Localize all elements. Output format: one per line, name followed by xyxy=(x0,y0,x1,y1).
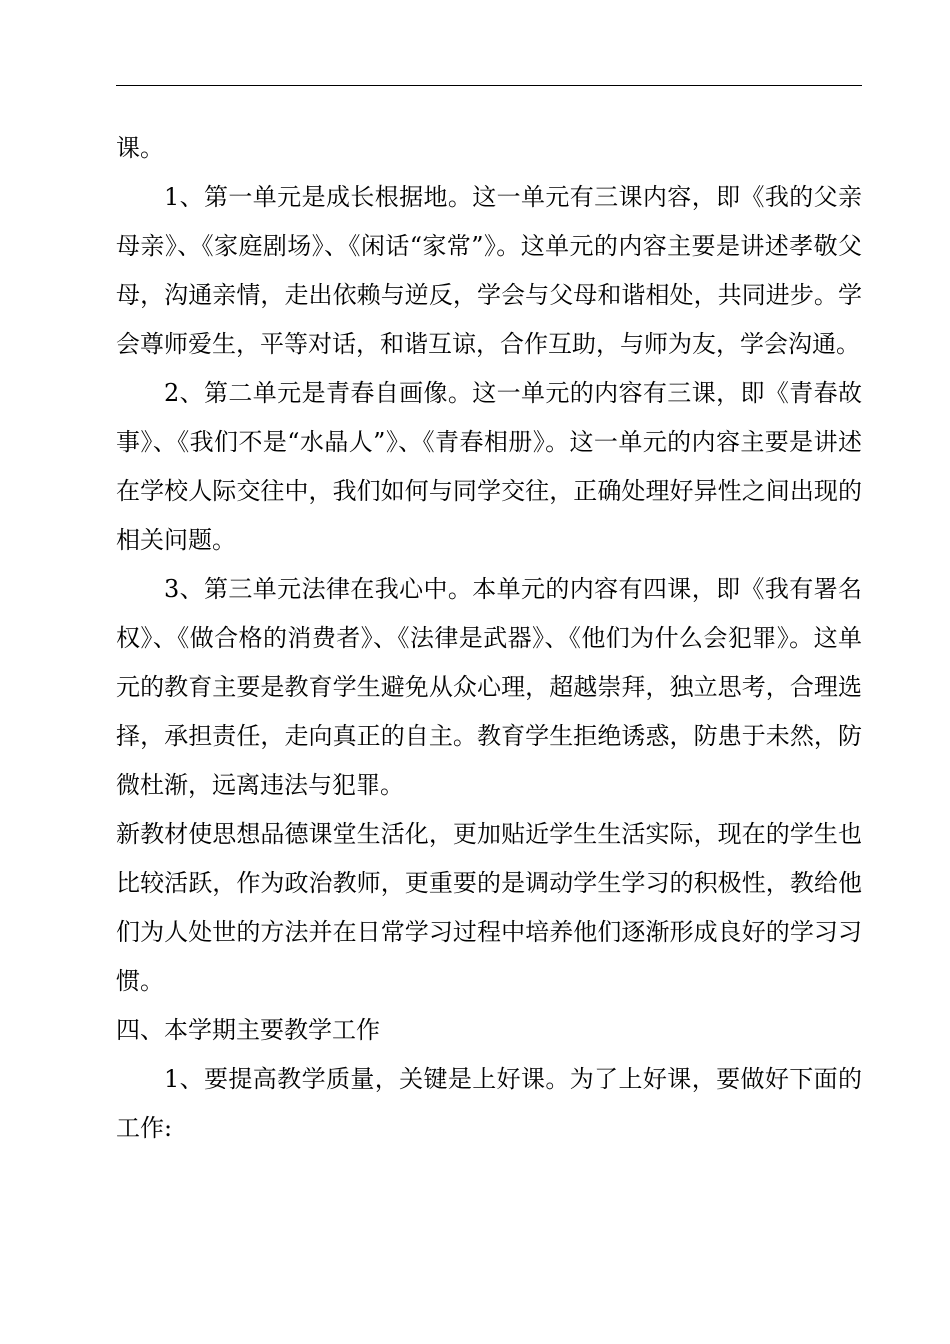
section-heading: 四、本学期主要教学工作 xyxy=(116,1016,380,1044)
document-body xyxy=(116,124,862,1153)
paragraph-continuation: 课。 xyxy=(116,134,164,162)
paragraph-unit-two: 2、第二单元是青春自画像。这一单元的内容有三课，即《青春故事》、《我们不是“水晶人”》、《青春相册》。这一单元的内容主要是讲述在学校人际交往中，我们如何与同学交往，正确处理好异性之间出现的相关问题。 xyxy=(116,379,862,554)
header-rule xyxy=(116,85,862,86)
paragraph-unit-three: 3、第三单元法律在我心中。本单元的内容有四课，即《我有署名权》、《做合格的消费者》、《法律是武器》、《他们为什么会犯罪》。这单元的教育主要是教育学生避免从众心理，超越崇拜，独立思考，合理选择，承担责任，走向真正的自主。教育学生拒绝诱惑，防患于未然，防微杜渐，远离违法与犯罪。 xyxy=(116,575,862,799)
paragraph-unit-one: 1、第一单元是成长根据地。这一单元有三课内容，即《我的父亲母亲》、《家庭剧场》、《闲话“家常”》。这单元的内容主要是讲述孝敬父母，沟通亲情，走出依赖与逆反，学会与父母和谐相处，共同进步。学会尊师爱生，平等对话，和谐互谅，合作互助，与师为友，学会沟通。 xyxy=(116,183,862,358)
paragraph-new-textbook: 新教材使思想品德课堂生活化，更加贴近学生生活实际，现在的学生也比较活跃，作为政治教师，更重要的是调动学生学习的积极性，教给他们为人处世的方法并在日常学习过程中培养他们逐渐形成良好的学习习惯。 xyxy=(116,820,862,995)
paragraph-teaching-work: 1、要提高教学质量，关键是上好课。为了上好课，要做好下面的工作: xyxy=(116,1065,862,1142)
